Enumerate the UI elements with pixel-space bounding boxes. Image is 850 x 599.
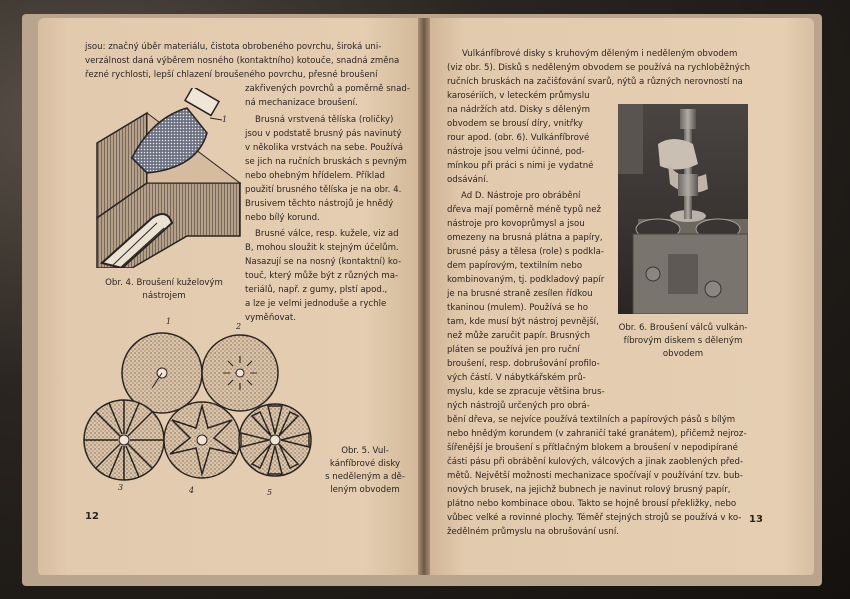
figure-4-illustration	[92, 88, 242, 268]
caption-line: Obr. 4. Broušení kuželovým	[105, 278, 223, 288]
right-side-line: brusné pásy a tělesa (role) s podkla-	[447, 247, 605, 257]
left-side-line: použití brusného tělíska je na obr. 4.	[245, 185, 402, 195]
right-side-line: rour apod. (obr. 6). Vulkánfíbrové	[447, 133, 590, 143]
caption-line: Obr. 5. Vul-	[341, 446, 389, 456]
left-side-line: v několika vrstvách na sebe. Používá	[245, 143, 404, 153]
right-side-line: mínkou při práci s nimi je vydatné	[447, 161, 594, 171]
right-side-line: tkaninou (mulem). Používá se ho	[447, 303, 588, 313]
right-bottom-line: žedělném průmyslu na obrušování usní.	[447, 527, 619, 537]
right-side-line: tam, kde musí být nástroj pevnější,	[447, 317, 599, 327]
left-side-line: teriálů, např. z gumy, plstí apod.,	[245, 285, 388, 295]
left-side-line: jsou v podstatě brusný pás navinutý	[245, 129, 402, 139]
left-side-line: Brusné válce, resp. kužele, viz ad	[255, 229, 399, 239]
book-spine	[418, 18, 430, 575]
left-side-line: touč, který může být z různých ma-	[245, 271, 399, 281]
left-side-line: B, mohou sloužit k stejným účelům.	[245, 243, 399, 253]
caption-line: kánfíbrové disky	[329, 459, 401, 469]
right-side-line: vých částí. V nábytkářském prů-	[447, 373, 586, 383]
disc-label-1: 1	[166, 317, 172, 326]
right-bottom-line: mětů. Největší možnosti mechanizace spočívají v používání tzv. bub-	[447, 471, 743, 481]
right-bottom-line: plátno nebo kombinace obou. Takto se hojně brousí překližky, nebo	[447, 499, 737, 509]
right-bottom-line: nebo hnědým korundem (v zahraničí také granátem), přičemž nejroz-	[447, 429, 747, 439]
right-side-line: dřeva mají poměrně méně typů než	[447, 205, 601, 215]
left-side-line: a lze je velmi jednoduše a rychle	[245, 299, 387, 309]
disc-label-2: 2	[236, 322, 242, 331]
right-bottom-line: nových brusek, na jejichž bubnech je navinut rolový brusný papír,	[447, 485, 731, 495]
left-side-line: se jich na ručních bruskách s pevným	[245, 157, 407, 167]
left-side-line: nebo bílý korund.	[245, 213, 320, 223]
right-side-line: Ad D. Nástroje pro obrábění	[461, 191, 581, 201]
left-line-2: verzálnost daná výběrem nosného (kontaktního) kotouče, snadná změna	[85, 56, 400, 66]
disc-3	[84, 400, 164, 480]
right-line-2: (viz obr. 5). Disků s neděleným obvodem se používá na rychloběžných	[447, 63, 751, 73]
right-side-line: karosériích, v leteckém průmyslu	[447, 91, 590, 101]
right-bottom-line: vůbec velké a rovinné plochy. Téměř stejných strojů se používá v ko-	[447, 513, 742, 523]
right-side-line: nástroje pro kovoprůmysl a jsou	[447, 219, 585, 229]
figure-6-drawing	[618, 104, 748, 314]
disc-2	[202, 335, 278, 411]
left-side-line: Brusivem těchto nástrojů je hnědý	[245, 199, 394, 209]
right-bottom-line: části pásu při obrábění kulových, válcových a jinak zaoblených před-	[447, 457, 744, 467]
right-side-line: ných nástrojů určených pro obrá-	[447, 401, 590, 411]
figure-4-caption	[95, 277, 233, 303]
right-side-line: pláten se používá jen pro ruční	[447, 345, 580, 355]
page-number-left: 12	[85, 511, 99, 522]
right-line-1: Vulkánfíbrové disky s kruhovým děleným i neděleným obvodem	[462, 49, 738, 59]
caption-line: Obr. 6. Broušení válců vulkán-	[618, 323, 748, 333]
right-side-line: dem papírovým, textilním nebo	[447, 261, 583, 271]
figure-5-caption	[320, 445, 410, 497]
caption-line: nástrojem	[142, 291, 186, 301]
right-side-line: odsávání.	[447, 175, 489, 185]
left-side-line: vyměňovat.	[245, 313, 296, 323]
page-number-right: 13	[749, 514, 763, 525]
right-side-line: obvodem se brousí díry, vnitřky	[447, 119, 584, 129]
disc-4	[164, 402, 240, 478]
figure-6-photo	[618, 104, 748, 314]
disc-label-5: 5	[267, 488, 273, 497]
figure-6-caption	[618, 322, 748, 361]
left-side-line: Nasazují se na nosný (kontaktní) ko-	[245, 257, 402, 267]
right-side-line: myslu, kde se zpracuje většina brus-	[447, 387, 605, 397]
right-side-line: je na brusné straně zesílen řídkou	[447, 289, 593, 299]
caption-line: obvodem	[662, 349, 704, 359]
disc-5	[239, 404, 311, 476]
right-side-line: kombinovaným, tj. podkladový papír	[447, 275, 605, 285]
caption-line: fíbrovým diskem s děleným	[623, 336, 743, 346]
right-bottom-line: šířenější je broušení s přítlačným blokem a broušení v nepodipírané	[447, 443, 738, 453]
left-side-line: ná mechanizace broušení.	[245, 98, 358, 108]
left-side-line: Brusná vrstvená tělíska (roličky)	[255, 115, 394, 125]
right-line-3: ručních bruskách na začišťování svarů, nýtů a různých nerovností na	[447, 77, 743, 87]
caption-line: s neděleným a dě-	[325, 472, 405, 482]
disc-label-3: 3	[118, 483, 124, 492]
right-side-line: na nádržích atd. Disky s děleným	[447, 105, 591, 115]
figure-5-illustration	[82, 328, 322, 493]
right-side-line: broušení, resp. dobrušování profilo-	[447, 359, 600, 369]
right-side-line: než může zaručit papír. Brusných	[447, 331, 591, 341]
right-side-line: omezeny na brusná plátna a papíry,	[447, 233, 603, 243]
disc-label-4: 4	[189, 486, 195, 495]
figure-4-label: 1	[222, 115, 228, 124]
caption-line: leným obvodem	[330, 485, 400, 495]
left-side-line: zakřivených povrchů a poměrně snad-	[245, 84, 410, 94]
left-line-3: řezné rychlosti, lepší chlazení broušeného povrchu, přesné broušení	[85, 70, 378, 80]
left-line-1: jsou: značný úběr materiálu, čistota obrobeného povrchu, široká uni-	[85, 42, 382, 52]
right-bottom-line: bění dřeva, se nejvíce používá textilních a papírových pásů s bílým	[447, 415, 736, 425]
left-side-line: nebo ohebným hřídelem. Příklad	[245, 171, 385, 181]
right-side-line: nástroje jsou velmi účinné, pod-	[447, 147, 585, 157]
